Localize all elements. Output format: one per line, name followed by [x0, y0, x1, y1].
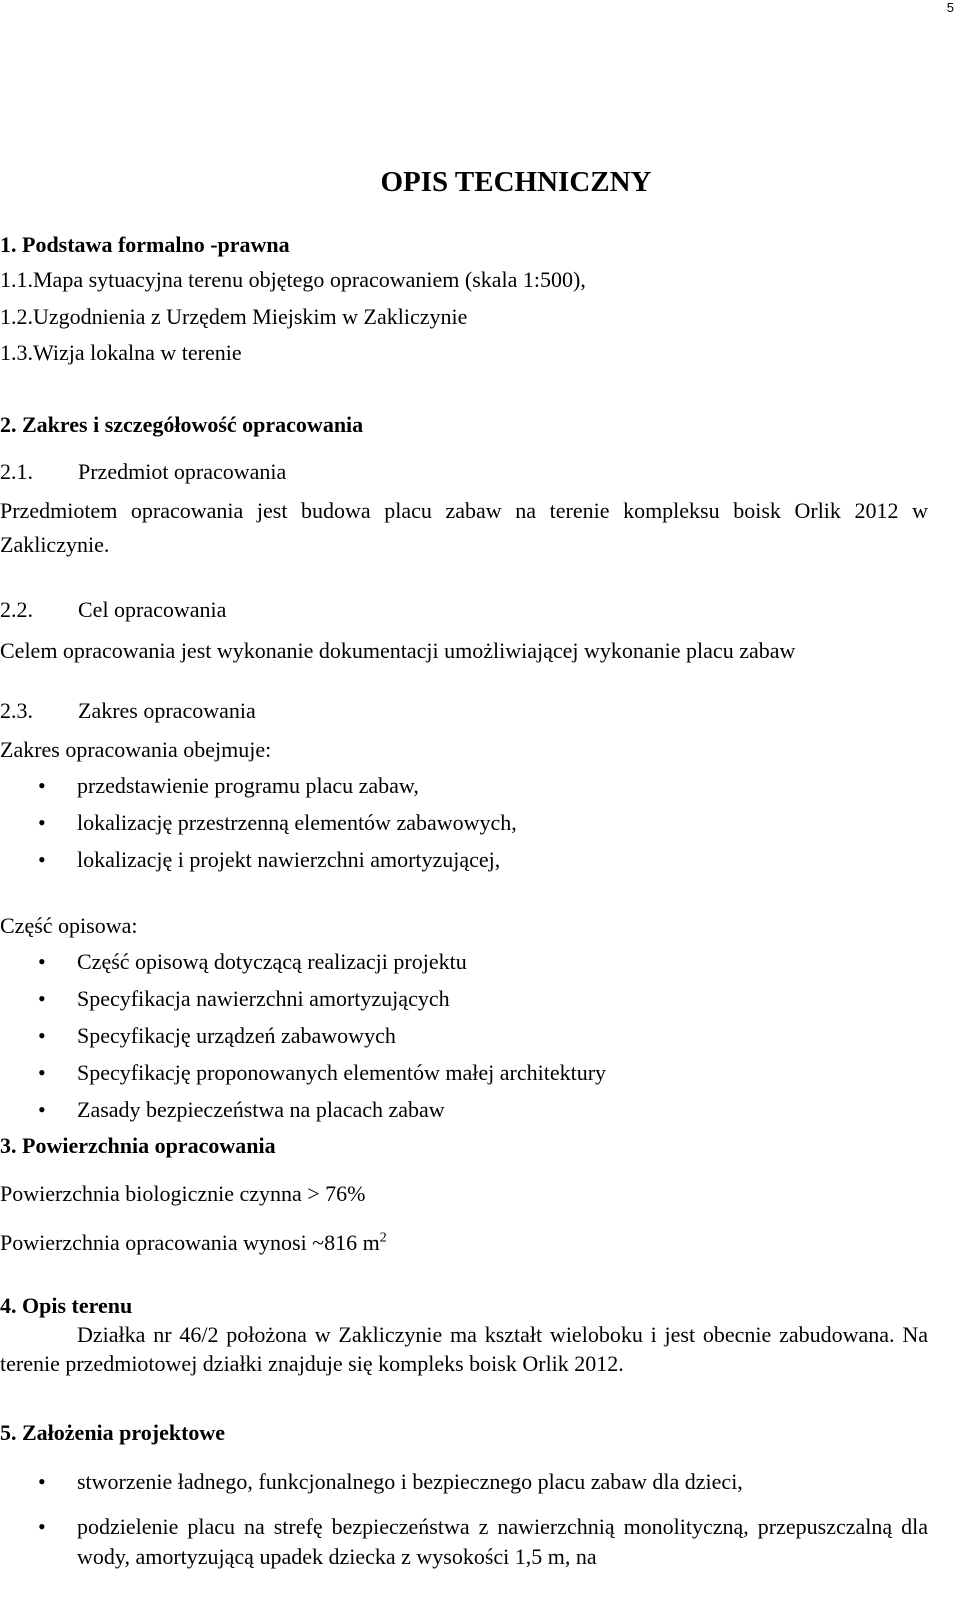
- section-3-heading: 3. Powierzchnia opracowania: [0, 1133, 276, 1158]
- scope-intro: Zakres opracowania obejmuje:: [0, 737, 272, 762]
- section-1-item: 1.3.Wizja lokalna w terenie: [0, 340, 242, 365]
- section-4-heading: 4. Opis terenu: [0, 1293, 133, 1318]
- descriptive-part-heading: Część opisowa:: [0, 913, 138, 938]
- project-assumptions-list: [0, 1469, 928, 1572]
- subsection-title: Cel opracowania: [78, 597, 227, 622]
- subsection-2-1-text: Przedmiotem opracowania jest budowa placu zabaw na terenie kompleksu boisk Orlik 2012 w Zakliczynie.: [0, 498, 928, 557]
- subsection-2-2-text: Celem opracowania jest wykonanie dokumentacji umożliwiającej wykonanie placu zabaw: [0, 638, 796, 663]
- area-unit-superscript: 2: [379, 1230, 387, 1246]
- list-item: • Zasady bezpieczeństwa na placach zabaw: [0, 1097, 606, 1134]
- area-size: [0, 1230, 387, 1256]
- subsection-number: 2.3.: [0, 698, 33, 723]
- section-4-text: [0, 1320, 928, 1378]
- subsection-2-1-heading: [0, 459, 286, 485]
- list-item: • lokalizację i projekt nawierzchni amortyzującej,: [0, 847, 517, 884]
- subsection-2-3-heading: [0, 698, 256, 724]
- section-1-item: 1.1.Mapa sytuacyjna terenu objętego opracowaniem (skala 1:500),: [0, 267, 586, 292]
- subsection-title: Zakres opracowania: [78, 698, 256, 723]
- list-item: • podzielenie placu na strefę bezpieczeństwa z nawierzchnią monolityczną, przepuszczalną dla wody, amortyzującą upadek dziecka z wysokości 1,5 m, na: [0, 1512, 928, 1572]
- subsection-2-2-heading: [0, 597, 226, 623]
- page-number: 5: [946, 0, 954, 15]
- list-item: • lokalizację przestrzenną elementów zabawowych,: [0, 810, 517, 847]
- list-item: • stworzenie ładnego, funkcjonalnego i bezpiecznego placu zabaw dla dzieci,: [0, 1469, 928, 1512]
- document-title: OPIS TECHNICZNY: [380, 166, 652, 198]
- section-1-heading: 1. Podstawa formalno -prawna: [0, 232, 290, 257]
- list-item: • przedstawienie programu placu zabaw,: [0, 773, 517, 810]
- biologically-active-area: Powierzchnia biologicznie czynna > 76%: [0, 1181, 366, 1206]
- section-2-heading: 2. Zakres i szczegółowość opracowania: [0, 412, 364, 437]
- list-item: • Specyfikacja nawierzchni amortyzujących: [0, 986, 606, 1023]
- list-item: • Specyfikację proponowanych elementów małej architektury: [0, 1060, 606, 1097]
- list-item: • Część opisową dotyczącą realizacji projektu: [0, 949, 606, 986]
- area-size-text: Powierzchnia opracowania wynosi ~816 m: [0, 1230, 380, 1255]
- scope-list: [0, 773, 517, 884]
- subsection-title: Przedmiot opracowania: [78, 459, 287, 484]
- section-4-paragraph: Działka nr 46/2 położona w Zakliczynie ma kształt wieloboku i jest obecnie zabudowana. Na terenie przedmiotowej działki znajduje się kompleks boisk Orlik 2012.: [0, 1322, 928, 1376]
- subsection-number: 2.2.: [0, 597, 33, 622]
- subsection-number: 2.1.: [0, 459, 33, 484]
- list-item: • Specyfikację urządzeń zabawowych: [0, 1023, 606, 1060]
- section-5-heading: 5. Założenia projektowe: [0, 1420, 226, 1445]
- section-1-item: 1.2.Uzgodnienia z Urzędem Miejskim w Zakliczynie: [0, 304, 468, 329]
- descriptive-part-list: [0, 949, 606, 1134]
